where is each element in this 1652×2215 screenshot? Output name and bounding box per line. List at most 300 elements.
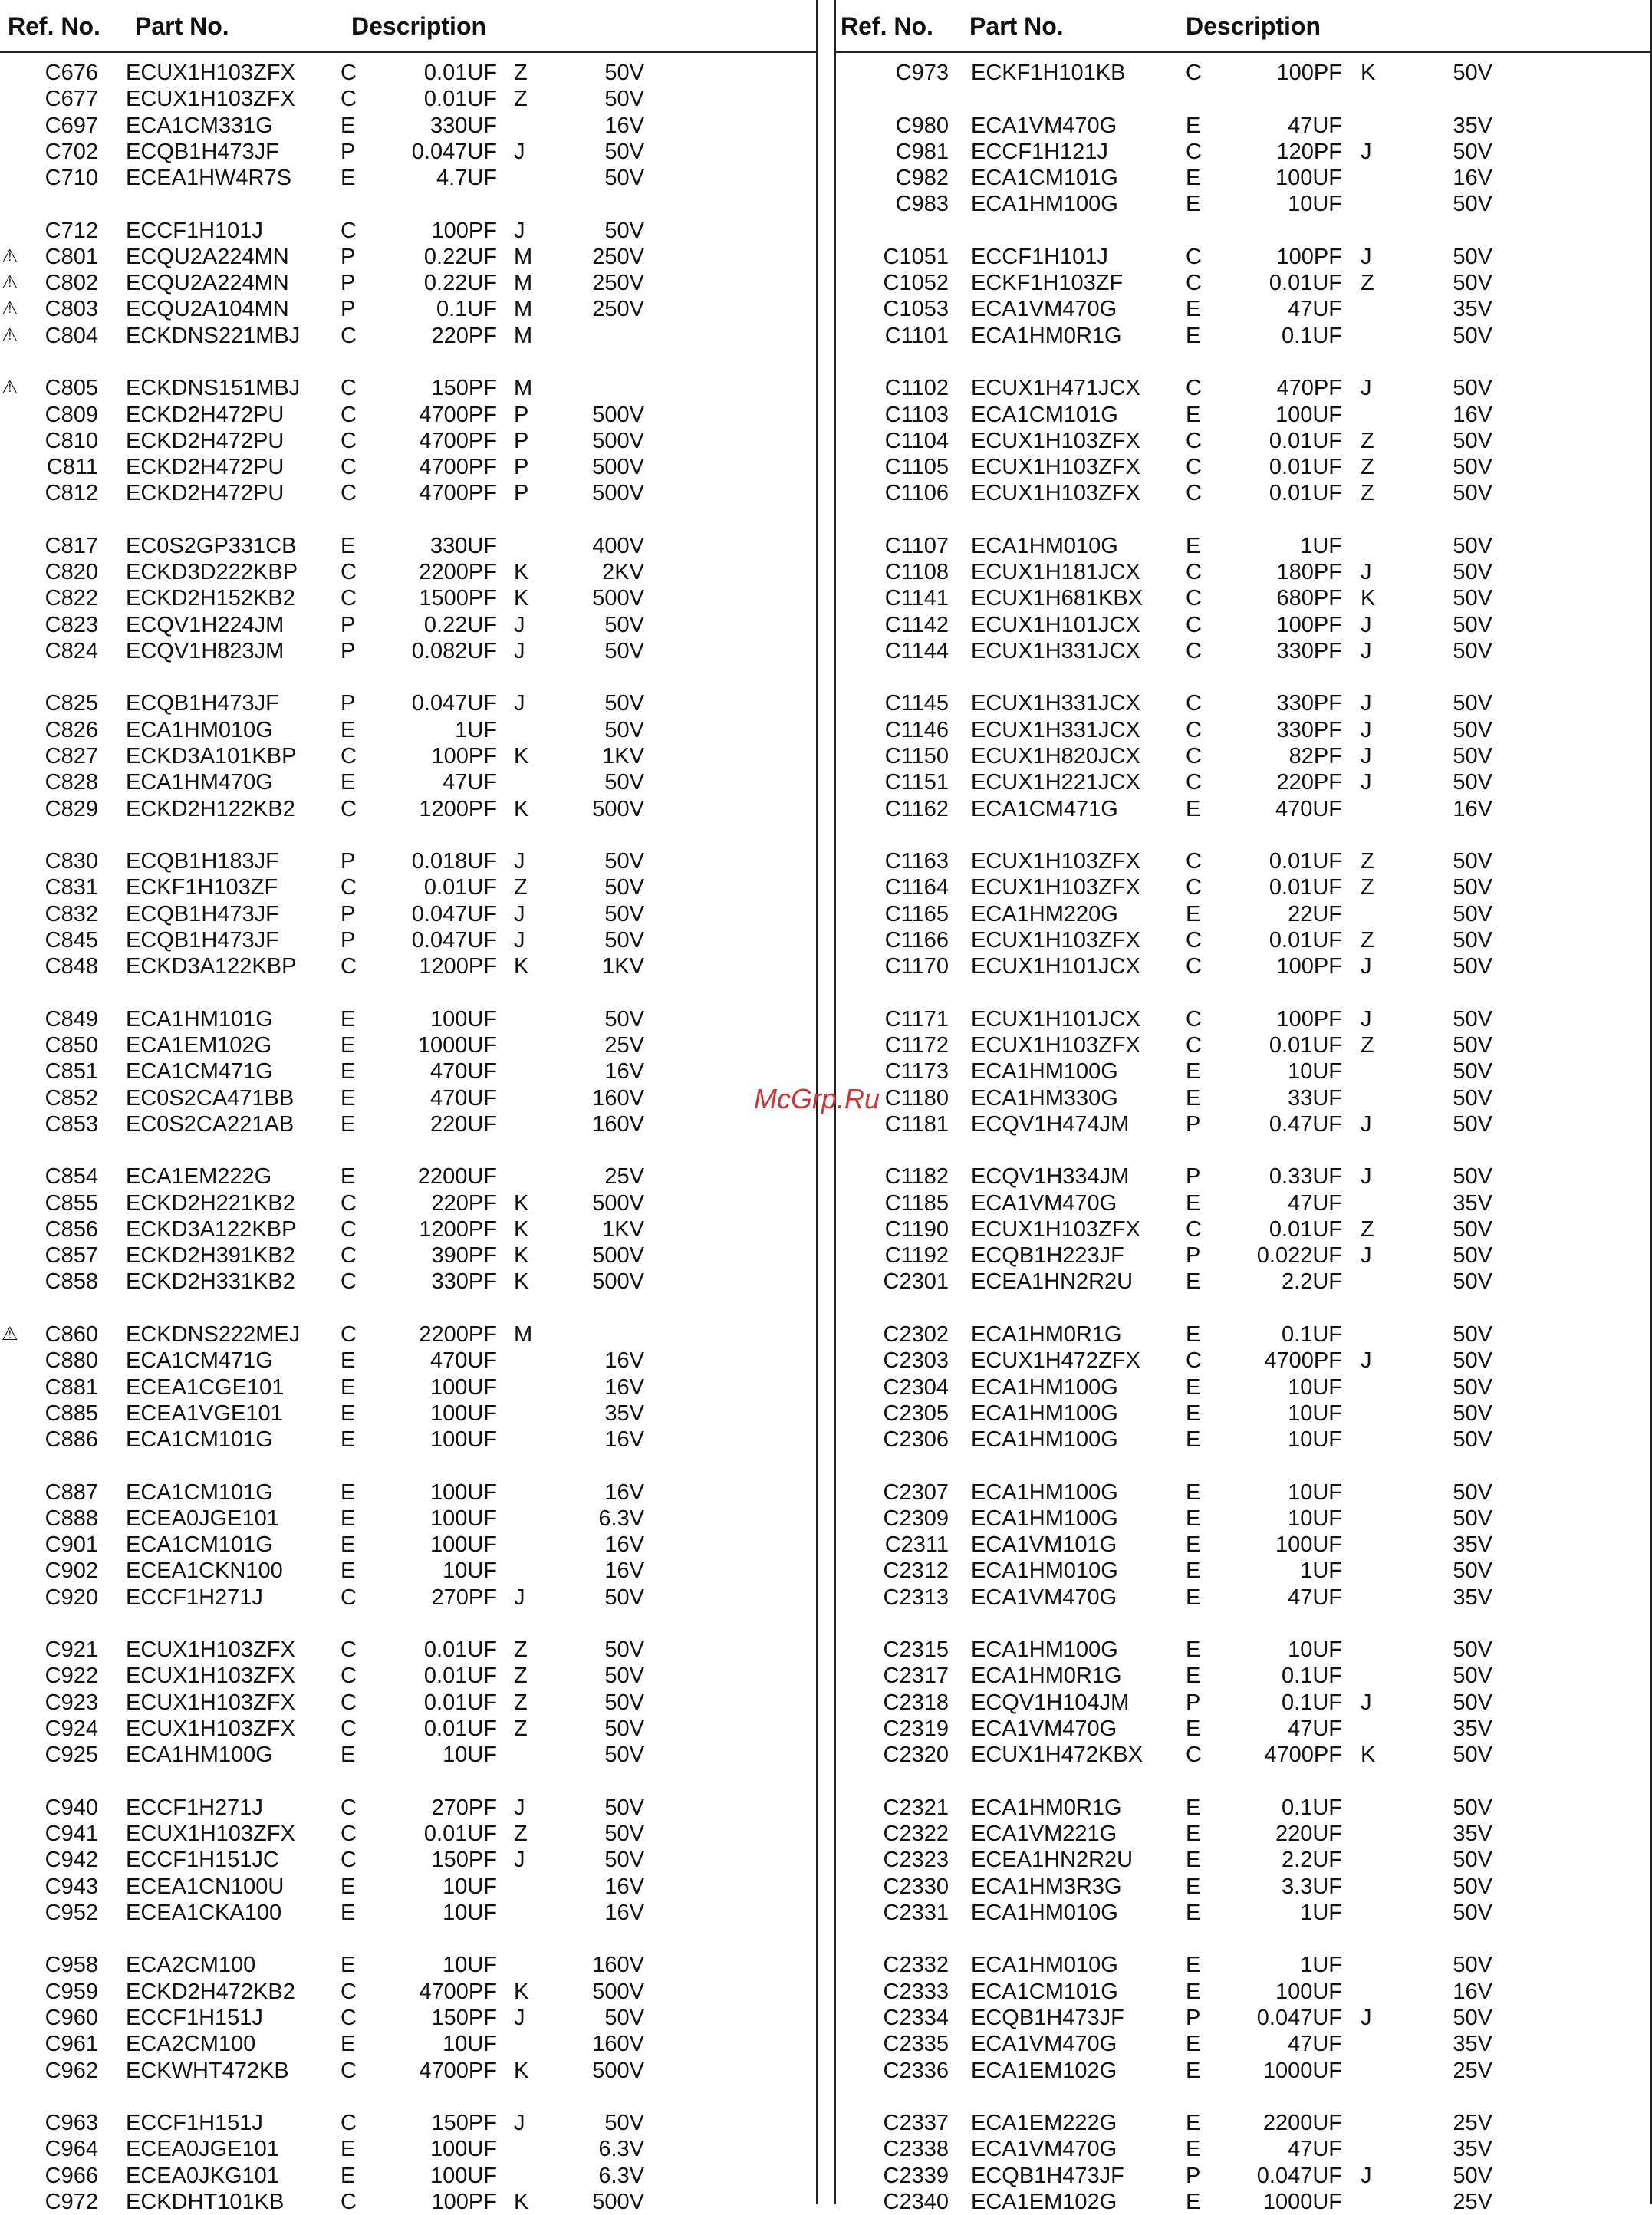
voltage: 6.3V	[598, 2163, 644, 2188]
warning-icon: ⚠	[2, 298, 18, 320]
part-no: ECEA1CN100U	[126, 1874, 285, 1899]
tolerance: M	[514, 1321, 533, 1347]
part-no: ECA1EM102G	[126, 1032, 272, 1058]
voltage: 250V	[592, 271, 644, 296]
voltage: 500V	[592, 481, 644, 506]
table-row	[0, 717, 816, 743]
capacitance: 10UF	[443, 2032, 497, 2057]
ref-no: C962	[44, 2058, 98, 2083]
capacitance: 100UF	[1275, 1532, 1342, 1558]
voltage: 50V	[1453, 1874, 1492, 1899]
tolerance: K	[514, 1190, 529, 1216]
capacitance: 4700PF	[419, 455, 497, 480]
ref-no: C925	[44, 1743, 98, 1768]
ref-no: C2321	[883, 1795, 949, 1820]
capacitance: 0.047UF	[411, 927, 497, 953]
ref-no: C1172	[884, 1032, 949, 1058]
type-code: C	[341, 1795, 357, 1820]
table-row	[836, 1321, 1650, 1348]
capacitance: 1UF	[455, 717, 497, 742]
tolerance: M	[514, 323, 533, 348]
tolerance: Z	[1361, 481, 1374, 506]
capacitance: 0.22UF	[423, 244, 497, 269]
part-no: ECUX1H103ZFX	[126, 1716, 295, 1741]
part-no: ECQB1H473JF	[971, 2005, 1124, 2030]
ref-no: C2317	[883, 1664, 949, 1689]
ref-no: C1105	[884, 455, 949, 480]
ref-no: C812	[44, 481, 98, 506]
voltage: 35V	[1453, 1716, 1492, 1741]
capacitance: 100PF	[1276, 61, 1342, 85]
capacitance: 270PF	[431, 1795, 497, 1820]
ref-no: C804	[44, 323, 98, 348]
ref-no: C822	[44, 586, 98, 611]
table-row	[836, 1742, 1650, 1768]
capacitance: 10UF	[443, 1743, 497, 1768]
ref-no: C922	[44, 1664, 98, 1689]
type-code: E	[341, 1111, 356, 1137]
voltage: 50V	[604, 2005, 644, 2030]
part-no: ECQV1H334JM	[971, 1164, 1130, 1190]
part-no: ECUX1H103ZFX	[126, 87, 295, 112]
voltage: 50V	[1453, 192, 1492, 217]
capacitance: 0.01UF	[423, 1716, 497, 1741]
type-code: C	[341, 218, 357, 243]
part-no: ECUX1H472ZFX	[971, 1348, 1140, 1374]
capacitance: 100UF	[429, 2137, 497, 2162]
ref-no: C803	[44, 297, 98, 322]
table-row	[836, 1058, 1650, 1084]
capacitance: 0.047UF	[1256, 2005, 1342, 2030]
table-row	[0, 2058, 816, 2084]
part-no: ECUX1H101JCX	[971, 954, 1140, 979]
voltage: 35V	[1453, 1532, 1492, 1558]
capacitance: 10UF	[1288, 1506, 1342, 1531]
table-row	[0, 559, 816, 585]
ref-no: C1103	[884, 402, 949, 427]
ref-no: C677	[44, 87, 98, 112]
capacitance: 0.01UF	[423, 1664, 497, 1689]
voltage: 50V	[1453, 1111, 1492, 1137]
ref-no: C809	[44, 402, 98, 427]
capacitance: 47UF	[1288, 297, 1342, 322]
table-row	[0, 86, 816, 112]
table-row	[836, 139, 1650, 165]
voltage: 50V	[1453, 1216, 1492, 1242]
ref-no: C2305	[883, 1400, 949, 1426]
ref-no: C710	[44, 166, 98, 191]
voltage: 50V	[604, 691, 644, 716]
table-row	[0, 218, 816, 244]
part-no: ECA1VM470G	[971, 113, 1117, 138]
table-row	[0, 1006, 816, 1032]
tolerance: K	[514, 560, 529, 585]
voltage: 16V	[1453, 1979, 1492, 2004]
ref-no: C829	[44, 796, 98, 821]
type-code: C	[1186, 481, 1202, 506]
table-row	[0, 1585, 816, 1611]
part-no: ECCF1H271J	[126, 1585, 263, 1610]
voltage: 50V	[604, 1848, 644, 1873]
type-code: E	[1186, 796, 1201, 821]
ref-no: C1192	[884, 1243, 949, 1269]
voltage: 160V	[592, 2032, 644, 2057]
part-no: ECKD2H391KB2	[126, 1243, 295, 1269]
warning-icon: ⚠	[2, 1323, 18, 1344]
voltage: 35V	[1453, 1585, 1492, 1610]
type-code: C	[1186, 744, 1202, 769]
ref-no: C805	[44, 376, 98, 401]
type-code: C	[341, 1190, 357, 1216]
voltage: 25V	[1453, 2058, 1492, 2083]
ref-no: C943	[44, 1874, 98, 1899]
voltage: 50V	[604, 87, 644, 112]
part-no: ECUX1H331JCX	[971, 717, 1140, 742]
capacitance: 0.01UF	[423, 1637, 497, 1663]
part-no: ECA1HM0R1G	[971, 323, 1122, 348]
voltage: 50V	[1453, 533, 1492, 558]
ref-no: C960	[44, 2005, 98, 2030]
tolerance: J	[1361, 2005, 1372, 2030]
table-row	[0, 1058, 816, 1084]
ref-no: C888	[44, 1506, 98, 1531]
ref-no: C1053	[883, 297, 949, 322]
part-no: ECEA1CKN100	[126, 1558, 283, 1584]
type-code: E	[1186, 2189, 1201, 2214]
type-code: P	[341, 297, 356, 322]
table-row	[836, 1585, 1650, 1611]
ref-no: C2337	[883, 2111, 949, 2136]
part-no: ECA1CM471G	[126, 1059, 273, 1084]
type-code: C	[1186, 376, 1202, 401]
part-no: ECKD3A122KBP	[126, 1216, 297, 1242]
part-no: ECCF1H101J	[971, 244, 1108, 269]
type-code: E	[341, 717, 356, 742]
table-row	[0, 454, 816, 480]
ref-no: C940	[44, 1795, 98, 1820]
part-no: ECUX1H103ZFX	[971, 455, 1140, 480]
capacitance: 330PF	[1276, 638, 1342, 663]
part-no: ECUX1H103ZFX	[971, 927, 1140, 953]
table-row	[0, 428, 816, 454]
table-row	[836, 1532, 1650, 1558]
part-no: ECKD3D222KBP	[126, 560, 298, 585]
voltage: 25V	[604, 1164, 644, 1190]
tolerance: J	[1361, 139, 1372, 164]
ref-no: C832	[44, 901, 98, 926]
capacitance: 0.047UF	[411, 691, 497, 716]
type-code: E	[341, 1032, 356, 1058]
capacitance: 3.3UF	[1282, 1874, 1342, 1899]
type-code: P	[341, 244, 356, 269]
part-no: ECCF1H121J	[971, 139, 1108, 164]
type-code: C	[341, 1664, 357, 1689]
table-row	[836, 1637, 1650, 1663]
capacitance: 0.01UF	[1269, 927, 1342, 953]
capacitance: 100UF	[1275, 1979, 1342, 2004]
part-no: ECA1HM010G	[126, 717, 273, 742]
type-code: C	[1186, 1743, 1202, 1768]
watermark: McGrp.Ru	[754, 1083, 880, 1114]
table-row	[836, 1795, 1650, 1821]
capacitance: 0.01UF	[423, 1822, 497, 1847]
capacitance: 2200UF	[1262, 2111, 1342, 2136]
table-row	[836, 2031, 1650, 2057]
part-no: ECUX1H103ZFX	[126, 1637, 295, 1663]
capacitance: 10UF	[1288, 1637, 1342, 1663]
tolerance: K	[514, 2058, 529, 2083]
ref-no: C849	[44, 1006, 98, 1032]
type-code: E	[1186, 2111, 1201, 2136]
type-code: P	[1186, 1243, 1201, 1269]
tolerance: Z	[1361, 455, 1374, 480]
part-no: ECKD2H221KB2	[126, 1190, 295, 1216]
part-no: ECKD2H472PU	[126, 402, 285, 427]
type-code: P	[341, 691, 356, 716]
ref-no: C2318	[883, 1690, 949, 1715]
voltage: 50V	[604, 1006, 644, 1032]
type-code: E	[341, 1532, 356, 1558]
capacitance: 47UF	[443, 770, 497, 795]
voltage: 16V	[1453, 166, 1492, 191]
capacitance: 47UF	[1288, 113, 1342, 138]
table-row	[0, 1427, 816, 1453]
ref-no: C973	[895, 61, 949, 85]
voltage: 1KV	[602, 954, 644, 979]
ref-no: C826	[44, 717, 98, 742]
tolerance: Z	[514, 1716, 528, 1741]
ref-no: C827	[44, 744, 98, 769]
capacitance: 0.022UF	[1256, 1243, 1342, 1269]
capacitance: 390PF	[431, 1243, 497, 1269]
capacitance: 0.01UF	[1269, 455, 1342, 480]
part-no: ECEA1HW4R7S	[126, 166, 291, 191]
table-row	[836, 1085, 1650, 1111]
table-row	[0, 1690, 816, 1716]
table-row	[0, 848, 816, 874]
ref-no: C1052	[883, 271, 949, 296]
tolerance: J	[514, 1848, 525, 1873]
type-code: E	[1186, 1059, 1201, 1084]
part-no: ECUX1H472KBX	[971, 1743, 1144, 1768]
type-code: C	[341, 2111, 357, 2136]
ref-no: C854	[44, 1164, 98, 1190]
type-code: E	[1186, 1532, 1201, 1558]
type-code: E	[1186, 1085, 1201, 1111]
header-ref-no: Ref. No.	[841, 12, 933, 40]
voltage: 500V	[592, 455, 644, 480]
capacitance: 470UF	[429, 1085, 497, 1111]
table-row	[0, 1900, 816, 1926]
part-no: ECA1HM100G	[971, 1479, 1118, 1505]
capacitance: 0.47UF	[1269, 1111, 1342, 1137]
part-no: ECA1EM102G	[971, 2189, 1117, 2214]
part-no: ECCF1H151JC	[126, 1848, 279, 1873]
voltage: 160V	[592, 1085, 644, 1111]
table-row	[836, 480, 1650, 506]
capacitance: 220UF	[1275, 1822, 1342, 1847]
type-code: C	[1186, 61, 1202, 85]
tolerance: J	[1361, 560, 1372, 585]
capacitance: 220PF	[1276, 770, 1342, 795]
type-code: E	[341, 1400, 356, 1426]
part-no: ECUX1H103ZFX	[971, 1216, 1140, 1242]
table-row	[0, 2031, 816, 2057]
ref-no: C2315	[883, 1637, 949, 1663]
capacitance: 330PF	[431, 1269, 497, 1295]
table-row	[0, 1795, 816, 1821]
part-no: ECA1CM101G	[126, 1479, 273, 1505]
capacitance: 0.082UF	[411, 638, 497, 663]
ref-no: C2301	[883, 1269, 949, 1295]
capacitance: 1UF	[1300, 533, 1342, 558]
part-no: ECA1HM220G	[971, 901, 1118, 926]
voltage: 35V	[1453, 2137, 1492, 2162]
ref-no: C1144	[884, 638, 949, 663]
table-row	[836, 901, 1650, 927]
ref-no: C1190	[884, 1216, 949, 1242]
table-row	[836, 638, 1650, 664]
part-no: ECUX1H101JCX	[971, 1006, 1140, 1032]
type-code: C	[1186, 428, 1202, 453]
part-no: ECA1HM100G	[126, 1743, 273, 1768]
ref-no: C2333	[883, 1979, 949, 2004]
ref-no: C1163	[884, 849, 949, 874]
tolerance: Z	[1361, 875, 1374, 900]
voltage: 160V	[592, 1111, 644, 1137]
table-row	[836, 1006, 1650, 1032]
tolerance: Z	[1361, 1216, 1374, 1242]
type-code: C	[341, 1321, 357, 1347]
table-row	[0, 1479, 816, 1506]
table-row	[836, 1348, 1650, 1374]
ref-no: C1182	[884, 1164, 949, 1190]
type-code: C	[341, 428, 357, 453]
type-code: P	[341, 927, 356, 953]
ref-no: C823	[44, 612, 98, 637]
voltage: 50V	[1453, 1269, 1492, 1295]
type-code: E	[341, 1085, 356, 1111]
type-code: C	[1186, 139, 1202, 164]
part-no: ECA1HM3R3G	[971, 1874, 1122, 1899]
type-code: C	[1186, 717, 1202, 742]
voltage: 50V	[1453, 954, 1492, 979]
voltage: 50V	[1453, 244, 1492, 269]
table-row	[836, 848, 1650, 874]
voltage: 50V	[1453, 612, 1492, 637]
part-no: ECCF1H101J	[126, 218, 263, 243]
table-row	[0, 113, 816, 139]
part-no: ECA1HM0R1G	[971, 1795, 1122, 1820]
part-no: ECKD2H152KB2	[126, 586, 295, 611]
table-row	[0, 638, 816, 664]
type-code: E	[1186, 192, 1201, 217]
part-no: ECA1VM101G	[971, 1532, 1117, 1558]
table-row	[836, 2058, 1650, 2084]
voltage: 50V	[1453, 744, 1492, 769]
header-description: Description	[351, 12, 487, 40]
type-code: C	[341, 560, 357, 585]
ref-no: C1142	[884, 612, 949, 637]
table-row	[0, 1847, 816, 1873]
tolerance: J	[1361, 744, 1372, 769]
type-code: P	[341, 901, 356, 926]
type-code: P	[1186, 2005, 1201, 2030]
type-code: C	[341, 455, 357, 480]
tolerance: J	[1361, 1111, 1372, 1137]
capacitance: 1200PF	[419, 796, 497, 821]
table-row	[836, 1269, 1650, 1295]
voltage: 35V	[1453, 297, 1492, 322]
capacitance: 1UF	[1300, 1953, 1342, 1978]
tolerance: J	[514, 612, 525, 637]
capacitance: 100PF	[1276, 1006, 1342, 1032]
type-code: C	[1186, 244, 1202, 269]
voltage: 500V	[592, 2189, 644, 2214]
voltage: 500V	[592, 1979, 644, 2004]
table-row	[0, 1506, 816, 1532]
ref-no: C1145	[884, 691, 949, 716]
ref-no: C1051	[883, 244, 949, 269]
ref-no: C981	[895, 139, 949, 164]
ref-no: C845	[44, 927, 98, 953]
tolerance: J	[514, 218, 525, 243]
table-row	[0, 375, 816, 401]
part-no: ECA1EM102G	[971, 2058, 1117, 2083]
warning-icon: ⚠	[2, 377, 18, 399]
table-row	[0, 796, 816, 822]
voltage: 50V	[1453, 1164, 1492, 1190]
table-row	[0, 323, 816, 349]
capacitance: 100UF	[429, 1400, 497, 1426]
tolerance: Z	[514, 1822, 528, 1847]
part-no: ECA1CM101G	[126, 1427, 273, 1453]
table-row	[0, 612, 816, 638]
type-code: E	[1186, 1979, 1201, 2004]
table-row	[0, 2110, 816, 2136]
ref-no: C964	[44, 2137, 98, 2162]
table-row	[836, 191, 1650, 217]
table-row	[0, 2136, 816, 2162]
capacitance: 0.01UF	[1269, 481, 1342, 506]
ref-no: C2311	[884, 1532, 949, 1558]
type-code: E	[341, 1374, 356, 1400]
tolerance: K	[514, 954, 529, 979]
table-row	[836, 454, 1650, 480]
capacitance: 10UF	[1288, 1059, 1342, 1084]
type-code: C	[341, 744, 357, 769]
part-no: ECEA0JGE101	[126, 1506, 279, 1531]
tolerance: M	[514, 271, 533, 296]
part-no: ECQU2A104MN	[126, 297, 289, 322]
capacitance: 4700PF	[1264, 1743, 1342, 1768]
capacitance: 0.1UF	[1282, 323, 1342, 348]
voltage: 50V	[604, 901, 644, 926]
capacitance: 1200PF	[419, 1216, 497, 1242]
ref-no: C2312	[883, 1558, 949, 1584]
voltage: 35V	[1453, 1822, 1492, 1847]
part-no: EC0S2CA471BB	[126, 1085, 295, 1111]
ref-no: C902	[44, 1558, 98, 1584]
type-code: P	[341, 612, 356, 637]
type-code: E	[341, 1479, 356, 1505]
voltage: 500V	[592, 428, 644, 453]
voltage: 50V	[1453, 1059, 1492, 1084]
table-row	[0, 1821, 816, 1847]
type-code: E	[341, 1900, 356, 1925]
ref-no: C853	[44, 1111, 98, 1137]
type-code: E	[341, 2137, 356, 2162]
